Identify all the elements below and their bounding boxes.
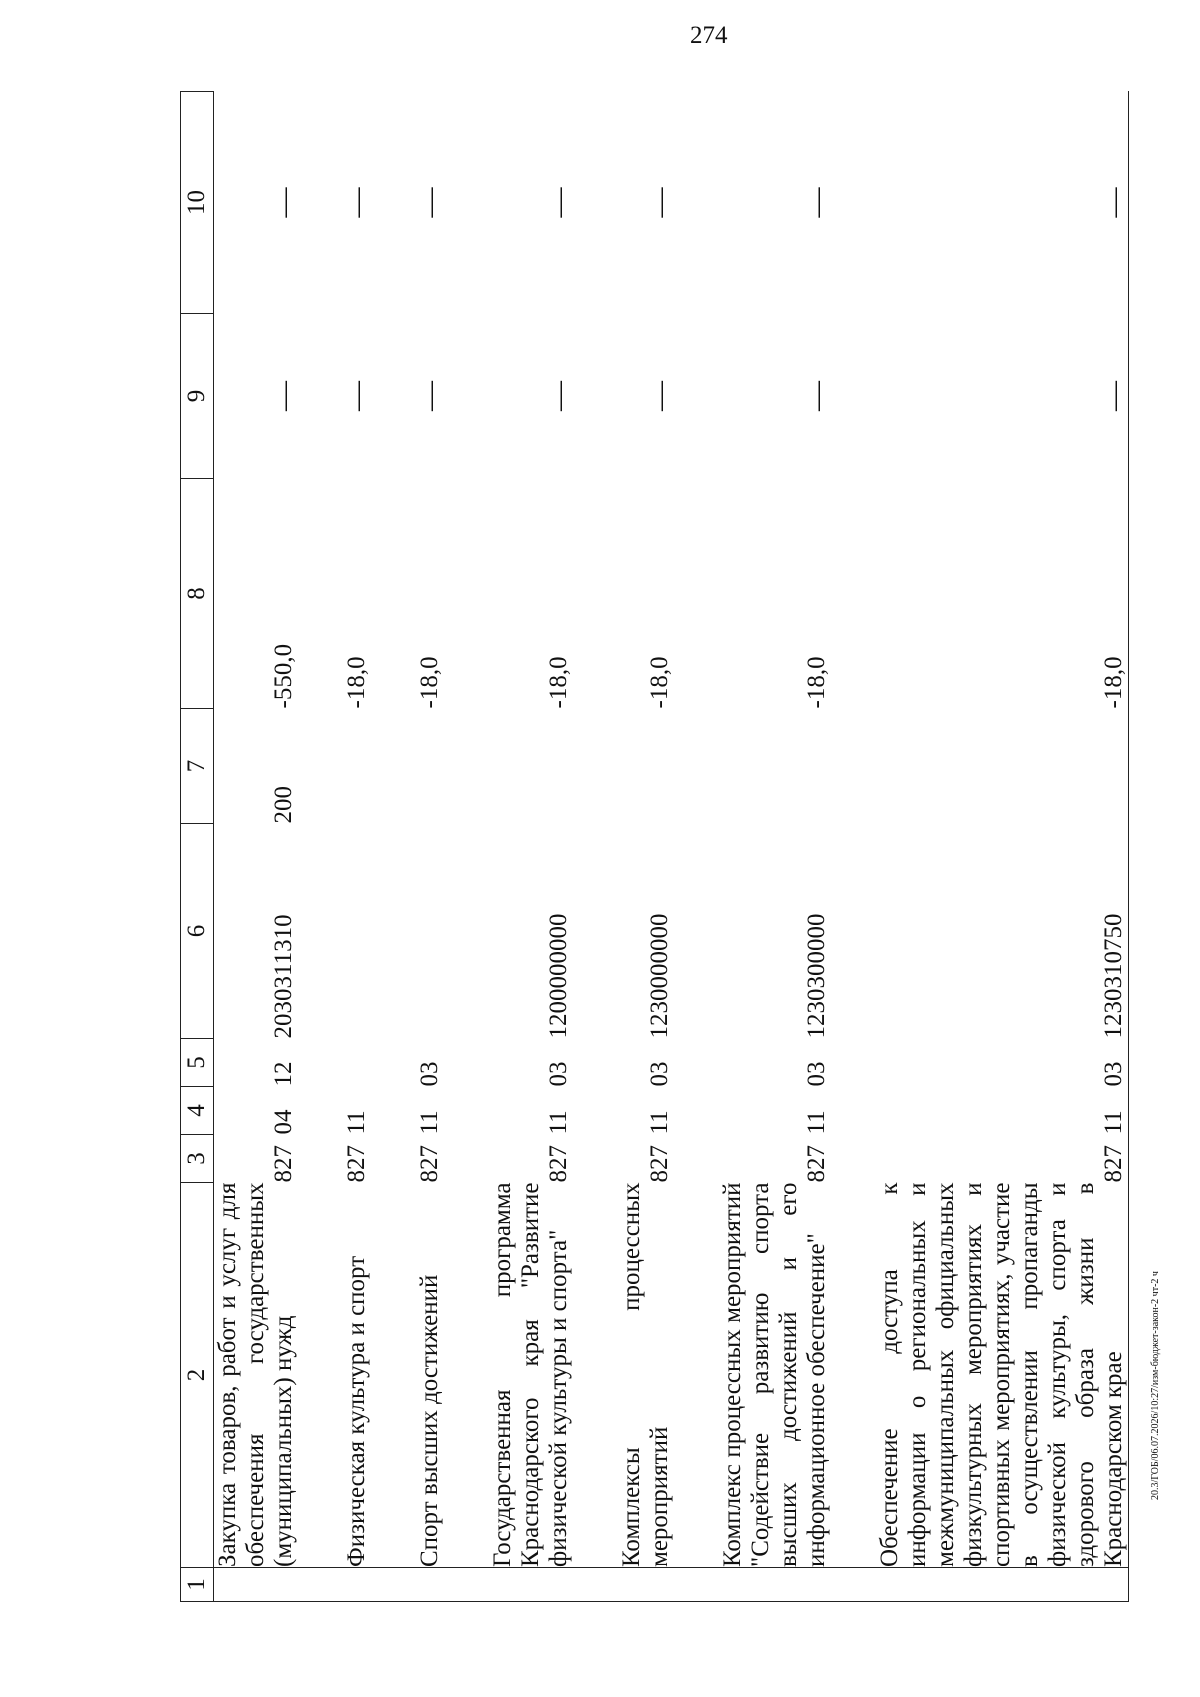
header-cell-7: 7 bbox=[181, 709, 214, 824]
target-article-cell bbox=[343, 824, 371, 1039]
row-name-cell: Спорт высших достижений bbox=[416, 1183, 444, 1568]
amount-year2-cell: — bbox=[267, 381, 300, 411]
expense-type-cell bbox=[618, 709, 674, 824]
row-name-cell: Комплексы процессных мероприятий bbox=[618, 1182, 673, 1567]
amount-cell: -18,0 bbox=[416, 656, 443, 709]
target-article-cell: 1230300000 bbox=[803, 913, 830, 1039]
amount-cell: -18,0 bbox=[803, 656, 830, 709]
ministry-code-cell: 827 bbox=[343, 1145, 370, 1183]
rotated-table-container bbox=[180, 92, 1130, 1602]
ministry-code-cell: 827 bbox=[803, 1145, 830, 1183]
header-cell-4: 4 bbox=[181, 1087, 214, 1135]
row-spacer bbox=[831, 92, 876, 1602]
table-row bbox=[416, 92, 444, 1602]
header-cell-6: 6 bbox=[181, 824, 214, 1039]
target-article-cell: 2030311310 bbox=[270, 914, 297, 1039]
subsection-code-cell: 03 bbox=[646, 1061, 673, 1087]
row-spacer bbox=[573, 92, 618, 1602]
header-cell-10: 10 bbox=[181, 92, 214, 314]
target-article-cell: 1200000000 bbox=[545, 913, 572, 1039]
ministry-code-cell: 827 bbox=[270, 1145, 297, 1183]
row-name-cell: Физическая культура и спорт bbox=[343, 1183, 371, 1568]
header-cell-9: 9 bbox=[181, 314, 214, 479]
row-spacer bbox=[371, 92, 416, 1602]
amount-year3-cell: — bbox=[267, 187, 300, 218]
row-spacer bbox=[298, 92, 343, 1602]
section-code-cell: 04 bbox=[270, 1109, 297, 1135]
amount-year3-cell: — bbox=[800, 187, 833, 218]
expense-type-cell bbox=[719, 709, 831, 824]
subsection-code-cell: 03 bbox=[545, 1061, 572, 1087]
header-cell-3: 3 bbox=[181, 1135, 214, 1183]
ministry-code-cell: 827 bbox=[416, 1145, 443, 1183]
amount-year2-cell: — bbox=[542, 381, 575, 411]
ministry-code-cell: 827 bbox=[646, 1145, 673, 1183]
row-number-cell bbox=[343, 1568, 371, 1602]
row-name-cell: Закупка товаров, работ и услуг для обеспечения государственных (муниципальных) нужд bbox=[214, 1182, 297, 1567]
subsection-code-cell: 03 bbox=[876, 1039, 1129, 1087]
subsection-code-cell bbox=[343, 1039, 371, 1087]
amount-year3-cell: — bbox=[643, 187, 676, 218]
amount-year2-cell: — bbox=[643, 381, 676, 411]
target-article-cell: 1230000000 bbox=[646, 913, 673, 1039]
header-cell-2: 2 bbox=[181, 1183, 214, 1568]
table-row bbox=[719, 92, 831, 1602]
header-cell-1: 1 bbox=[181, 1568, 214, 1602]
amount-year2-cell: — bbox=[876, 314, 1129, 479]
budget-table bbox=[180, 91, 1129, 1602]
amount-year3-cell: — bbox=[876, 92, 1129, 314]
amount-year2-cell: — bbox=[340, 381, 373, 411]
expense-type-cell bbox=[489, 709, 573, 824]
target-article-cell bbox=[416, 824, 444, 1039]
section-code-cell: 11 bbox=[343, 1110, 370, 1135]
expense-type-cell bbox=[416, 709, 444, 824]
amount-cell: -18,0 bbox=[876, 479, 1129, 709]
row-number-cell bbox=[489, 1568, 573, 1602]
expense-type-cell bbox=[343, 709, 371, 824]
row-name-cell: Комплекс процессных мероприятий "Содействие развитию спорта высших достижений и его информационное обеспечение" bbox=[719, 1182, 830, 1567]
amount-cell: -18,0 bbox=[646, 656, 673, 709]
row-name-cell: Обеспечение доступа к информации о региональных и межмуниципальных официальных физкультурных мероприятиях и спортивных мероприятиях, участие в осуществлении пропаганды физической культуры, спорта и здорового образа жизни в Краснодарском крае bbox=[876, 1182, 1127, 1567]
expense-type-cell: 200 bbox=[270, 786, 297, 824]
section-code-cell: 11 bbox=[803, 1110, 830, 1135]
table-row bbox=[618, 92, 674, 1602]
subsection-code-cell: 12 bbox=[270, 1061, 297, 1087]
expense-type-cell bbox=[876, 709, 1129, 824]
row-name-cell: Государственная программа Краснодарского края "Развитие физической культуры и спорта" bbox=[489, 1182, 572, 1567]
table-header-row bbox=[181, 92, 214, 1602]
amount-cell: -550,0 bbox=[270, 643, 297, 709]
row-number-cell bbox=[618, 1568, 674, 1602]
amount-year3-cell: — bbox=[542, 187, 575, 218]
page-number: 274 bbox=[690, 22, 728, 49]
row-number-cell bbox=[719, 1568, 831, 1602]
section-code-cell: 11 bbox=[416, 1110, 443, 1135]
ministry-code-cell: 827 bbox=[545, 1145, 572, 1183]
amount-year2-cell: — bbox=[800, 381, 833, 411]
row-number-cell bbox=[214, 1568, 299, 1602]
table-row bbox=[489, 92, 573, 1602]
row-spacer bbox=[444, 92, 489, 1602]
amount-year3-cell: — bbox=[340, 187, 373, 218]
table-row bbox=[876, 92, 1129, 1602]
ministry-code-cell: 827 bbox=[876, 1135, 1129, 1183]
header-cell-8: 8 bbox=[181, 479, 214, 709]
section-code-cell: 11 bbox=[545, 1110, 572, 1135]
amount-year3-cell: — bbox=[413, 187, 446, 218]
amount-year2-cell: — bbox=[413, 381, 446, 411]
table-row bbox=[343, 92, 371, 1602]
target-article-cell: 1230310750 bbox=[876, 824, 1129, 1039]
document-footer: 20.3/ГОБ/06.07.2026/10:27/изм-бюджет-закон-2 чт-2 ч bbox=[1150, 1271, 1161, 1500]
section-code-cell: 11 bbox=[876, 1087, 1129, 1135]
subsection-code-cell: 03 bbox=[803, 1061, 830, 1087]
subsection-code-cell: 03 bbox=[416, 1061, 443, 1087]
row-number-cell bbox=[876, 1568, 1129, 1602]
amount-cell: -18,0 bbox=[545, 656, 572, 709]
table-row bbox=[214, 92, 299, 1602]
row-number-cell bbox=[416, 1568, 444, 1602]
row-spacer bbox=[674, 92, 719, 1602]
header-cell-5: 5 bbox=[181, 1039, 214, 1087]
amount-cell: -18,0 bbox=[343, 656, 370, 709]
section-code-cell: 11 bbox=[646, 1110, 673, 1135]
